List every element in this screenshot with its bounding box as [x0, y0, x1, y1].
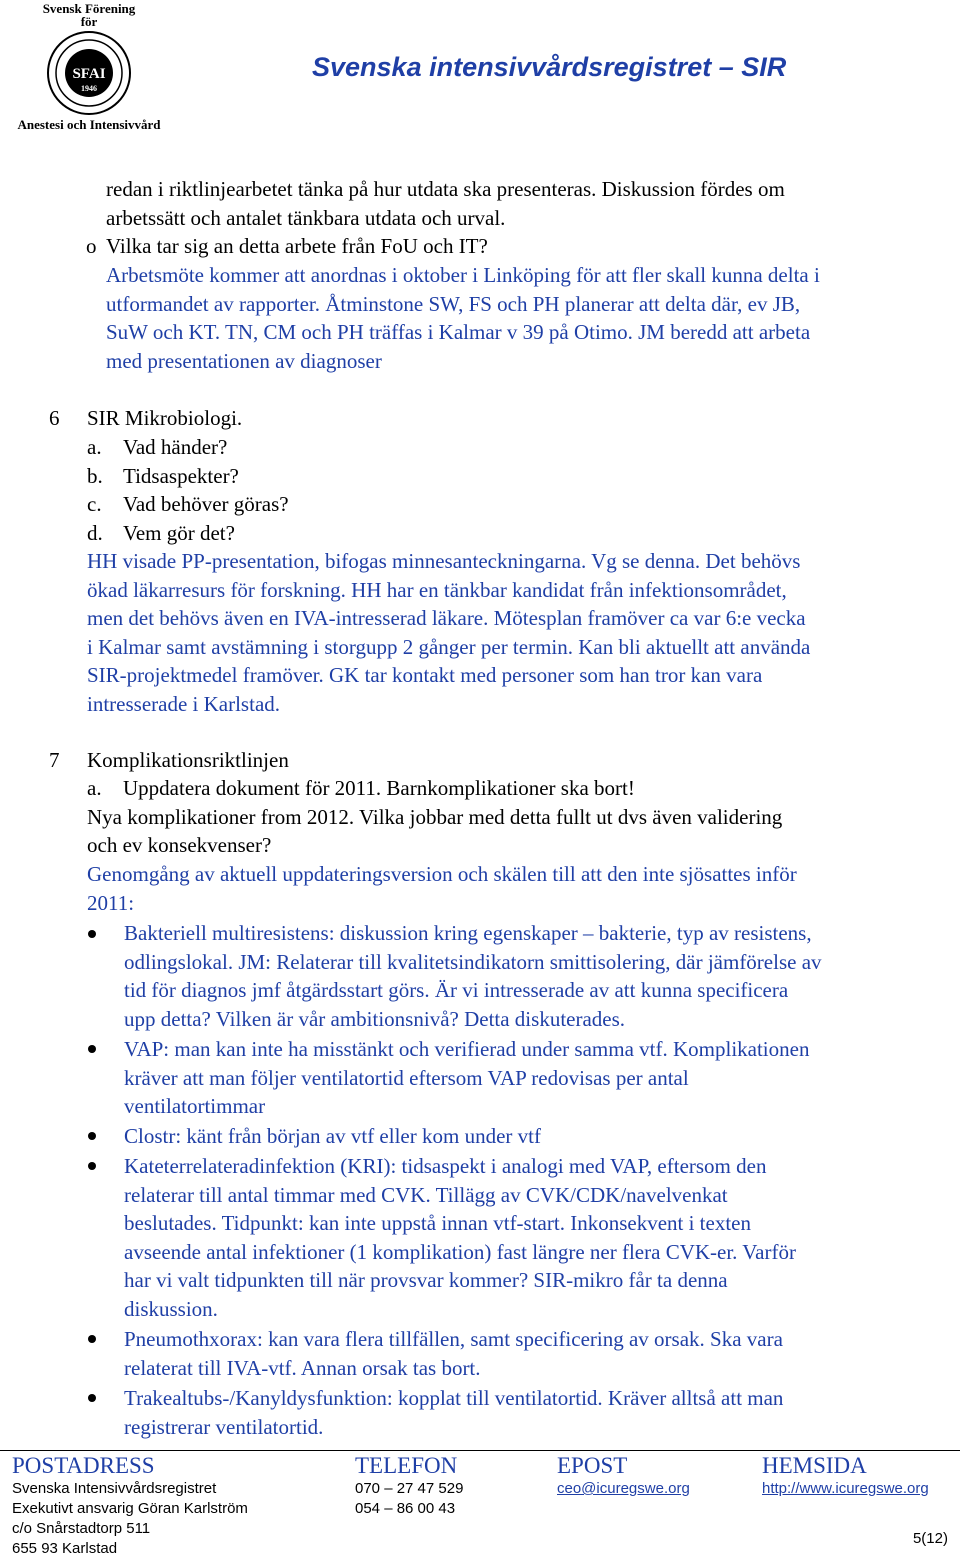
footer-epost-heading: EPOST — [557, 1453, 628, 1478]
section-7-number: 7 — [49, 748, 60, 772]
intro-answer — [106, 261, 820, 375]
logo-top-line-1: Svensk Förening — [42, 1, 136, 16]
intro-line: redan i riktlinjearbetet tänka på hur utdata ska presenteras. Diskussion fördes om — [106, 177, 785, 201]
bullet-icon — [88, 1162, 96, 1170]
list-item: c. Vad behöver göras? — [87, 492, 289, 517]
footer-website-link[interactable]: http://www.icuregswe.org — [762, 1480, 929, 1497]
note-line: i Kalmar samt avstämning i storgupp 2 gånger per termin. Kan bli aktuellt att använda — [87, 634, 811, 659]
footer-telefon-heading: TELEFON — [355, 1453, 458, 1478]
review-line: Genomgång av aktuell uppdateringsversion och skälen till att den inte sjösattes inför — [87, 862, 797, 886]
sfai-emblem-icon — [46, 30, 132, 116]
bullet-item: Bakteriell multiresistens: diskussion kring egenskaper – bakterie, typ av resistens, odlingslokal. JM: Relaterar till kvalitetsindikatorn smittisolering, där jämförelse av tid för diagnos jmf åtgärdsstart görs. Är vi intresserade av att kunna specificera upp detta? Vilken är vår ambitionsnivå? Detta diskuterades. — [124, 921, 822, 1031]
answer-line: Arbetsmöte kommer att anordnas i oktober i Linköping för att fler skall kunna delta i — [106, 263, 820, 287]
note-line: intresserade i Karlstad. — [87, 691, 281, 716]
bullet-icon — [88, 1045, 96, 1053]
list-item: a. Vad händer? — [87, 435, 228, 459]
footer — [0, 1450, 960, 1557]
list-item: d. Vem gör det? — [87, 520, 235, 545]
intro-line: arbetssätt och antalet tänkbara utdata och urval. — [106, 205, 506, 230]
section-6-notes — [87, 547, 810, 719]
item-a-label: a. — [87, 776, 102, 800]
bullet-icon — [88, 1132, 96, 1140]
footer-postadress: Svenska Intensivvårdsregistret Exekutivt ansvarig Göran Karlström c/o Snårstadtorp 511 655 93 Karlstad — [12, 1480, 248, 1557]
footer-postadress-heading: POSTADRESS — [12, 1453, 155, 1478]
footer-email-link[interactable]: ceo@icuregswe.org — [557, 1480, 690, 1497]
bullet-item: Clostr: känt från början av vtf eller kom under vtf — [124, 1124, 541, 1148]
intro-text — [106, 175, 785, 232]
emblem-text: SFAI — [72, 66, 106, 82]
bullet-icon — [88, 1335, 96, 1343]
section-6-title: SIR Mikrobiologi. — [87, 406, 243, 430]
bullet-item: Kateterrelateradinfektion (KRI): tidsaspekt i analogi med VAP, eftersom den relaterar till antal timmar med CVK. Tillägg av CVK/CDK/navelvenkat beslutades. Tidpunkt: kan inte uppstå innan vtf-start. Inkonsekvent i texten avseende antal infektioner (1 komplikation) fast längre ner flera CVK-er. Varför har vi valt tidpunkten till när provsvar kommer? SIR-mikro får ta denna diskussion. — [124, 1154, 796, 1321]
answer-line: SuW och KT. TN, CM och PH träffas i Kalmar v 39 på Otimo. JM beredd att arbeta — [106, 320, 811, 345]
answer-line: utformandet av rapporter. Åtminstone SW, FS och PH planerar att delta där, ev JB, — [106, 291, 801, 316]
footer-hemsida-heading: HEMSIDA — [762, 1453, 867, 1478]
sfai-logo — [14, 2, 164, 140]
intro-question: Vilka tar sig an detta arbete från FoU och IT? — [106, 234, 488, 258]
note-line: men det behövs även en IVA-intresserad läkare. Mötesplan framöver ca var 6:e vecka — [87, 606, 806, 631]
item-a-line: och ev konsekvenser? — [87, 833, 272, 858]
page-number: 5(12) — [912, 1530, 948, 1547]
section-6-number: 6 — [49, 406, 60, 430]
list-item: b. Tidsaspekter? — [87, 463, 239, 488]
review-line: 2011: — [87, 890, 135, 915]
logo-top-line-2: för — [80, 14, 98, 29]
header-title: Svenska intensivvårdsregistret – SIR — [312, 52, 787, 82]
bullet-icon — [88, 1394, 96, 1402]
footer-telefon: 070 – 27 47 529 054 – 86 00 43 — [355, 1480, 464, 1517]
circle-bullet-icon: o — [86, 234, 97, 258]
section-7-title: Komplikationsriktlinjen — [87, 748, 289, 772]
answer-line: med presentationen av diagnoser — [106, 348, 382, 373]
bullet-item: Pneumothxorax: kan vara flera tillfällen, samt specificering av orsak. Ska vara relaterat till IVA-vtf. Annan orsak tas bort. — [124, 1327, 783, 1380]
item-a-line: Nya komplikationer from 2012. Vilka jobbar med detta fullt ut dvs även validering — [87, 804, 783, 829]
bullet-item: VAP: man kan inte ha misstänkt och verifierad under samma vtf. Komplikationen kräver att man följer ventilatortid eftersom VAP redovisas per antal ventilatortimmar — [124, 1037, 810, 1119]
note-line: HH visade PP-presentation, bifogas minnesanteckningarna. Vg se denna. Det behövs — [87, 549, 801, 573]
section-6-items — [87, 433, 289, 547]
item-a-line: Uppdatera dokument för 2011. Barnkomplikationer ska bort! — [123, 776, 635, 800]
section-7-item-a — [87, 774, 782, 860]
emblem-year: 1946 — [81, 84, 97, 93]
section-7-review — [87, 860, 797, 917]
note-line: SIR-projektmedel framöver. GK tar kontakt med personer som han tror kan vara — [87, 663, 763, 688]
note-line: ökad läkarresurs för forskning. HH har en tänkbar kandidat från infektionsområdet, — [87, 577, 787, 602]
bullet-item: Trakealtubs-/Kanyldysfunktion: kopplat till ventilatortid. Kräver alltså att man registrerar ventilatortid. — [124, 1386, 784, 1439]
bullet-icon — [88, 930, 96, 938]
logo-bottom-line: Anestesi och Intensivvård — [17, 117, 161, 132]
